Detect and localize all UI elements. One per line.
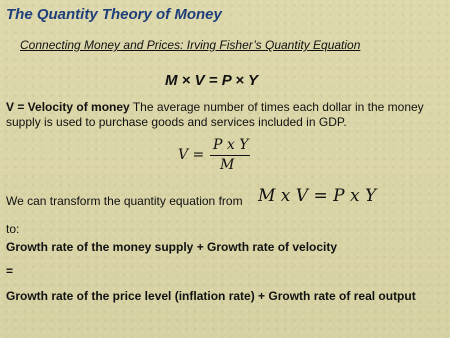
velocity-formula-numerator: P x Y (213, 137, 249, 153)
transform-equation: M x V = P x Y (258, 186, 377, 206)
velocity-term: V = Velocity of money (6, 100, 130, 114)
transform-text: We can transform the quantity equation from (6, 194, 243, 208)
quantity-equation: M × V = P × Y (165, 72, 258, 89)
fraction-bar (210, 155, 250, 156)
growth-equation-right: Growth rate of the price level (inflation rate) + Growth rate of real output (6, 289, 416, 303)
to-label: to: (6, 222, 20, 236)
equals-sign: = (6, 264, 14, 278)
velocity-definition-text: The average number of times each dollar in the money supply is used to purchase goods and services included in GDP. (6, 100, 424, 129)
velocity-formula-denominator: M (220, 157, 235, 173)
velocity-formula-lhs: V = (178, 147, 205, 163)
slide-title: The Quantity Theory of Money (6, 6, 222, 23)
velocity-definition (6, 100, 436, 130)
growth-equation-left: Growth rate of the money supply + Growth rate of velocity (6, 240, 338, 254)
slide-subtitle: Connecting Money and Prices: Irving Fisher’s Quantity Equation (20, 38, 361, 52)
